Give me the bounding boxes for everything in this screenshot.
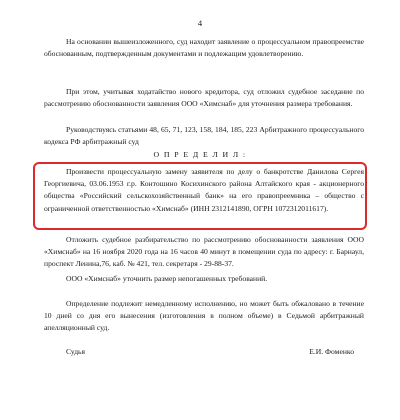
- paragraph-postponement-note: При этом, учитывая ходатайство нового кредитора, суд отложил судебное заседание по рассмотрению обоснованности заявления ООО «Химснаб» для уточнения размера требования.: [44, 87, 364, 109]
- paragraph-hearing-postponed: Отложить судебное разбирательство по рассмотрению обоснованности заявления ООО «Химснаб» на 16 ноября 2020 года на 16 часов 40 минут в помещении суда по адресу: г. Барнаул, проспект Ленина,76, каб. № 421, тел. секретаря - 29-88-37.: [44, 235, 364, 269]
- signature-row: [66, 347, 354, 356]
- paragraph-appeal-notice: Определение подлежит немедленному исполнению, но может быть обжаловано в течение 10 дней со дня его вынесения (изготовления в полном объеме) в Седьмой арбитражный апелляционный суд.: [44, 299, 364, 333]
- page-number: 4: [197, 18, 203, 28]
- signature-label: Судья: [66, 347, 86, 356]
- ruling-heading: О П Р Е Д Е Л И Л :: [153, 150, 247, 159]
- paragraph-conclusion: На основании вышеизложенного, суд находит заявление о процессуальном правопреемстве обоснованным, подтвержденным документами и подлежащим удовлетворению.: [44, 37, 364, 59]
- signature-name: Е.И. Фоменко: [309, 347, 354, 356]
- paragraph-clarify-claims: ООО «Химснаб» уточнить размер непогашенных требований.: [66, 274, 268, 283]
- paragraph-substitution-ruling: Произвести процессуальную замену заявителя по делу о банкротстве Данилова Сергея Георгиевича, 03.06.1953 г.р. Контошино Косихинского района Алтайского края - акционерного общества «Российский сельскохозяйственный банк» на его правопреемника – общество с ограниченной ответственностью «Химснаб» (ИНН 2312141890, ОГРН 1072312011617).: [44, 167, 364, 213]
- paragraph-legal-basis: Руководствуясь статьями 48, 65, 71, 123, 158, 184, 185, 223 Арбитражного процессуального кодекса РФ арбитражный суд: [44, 125, 364, 147]
